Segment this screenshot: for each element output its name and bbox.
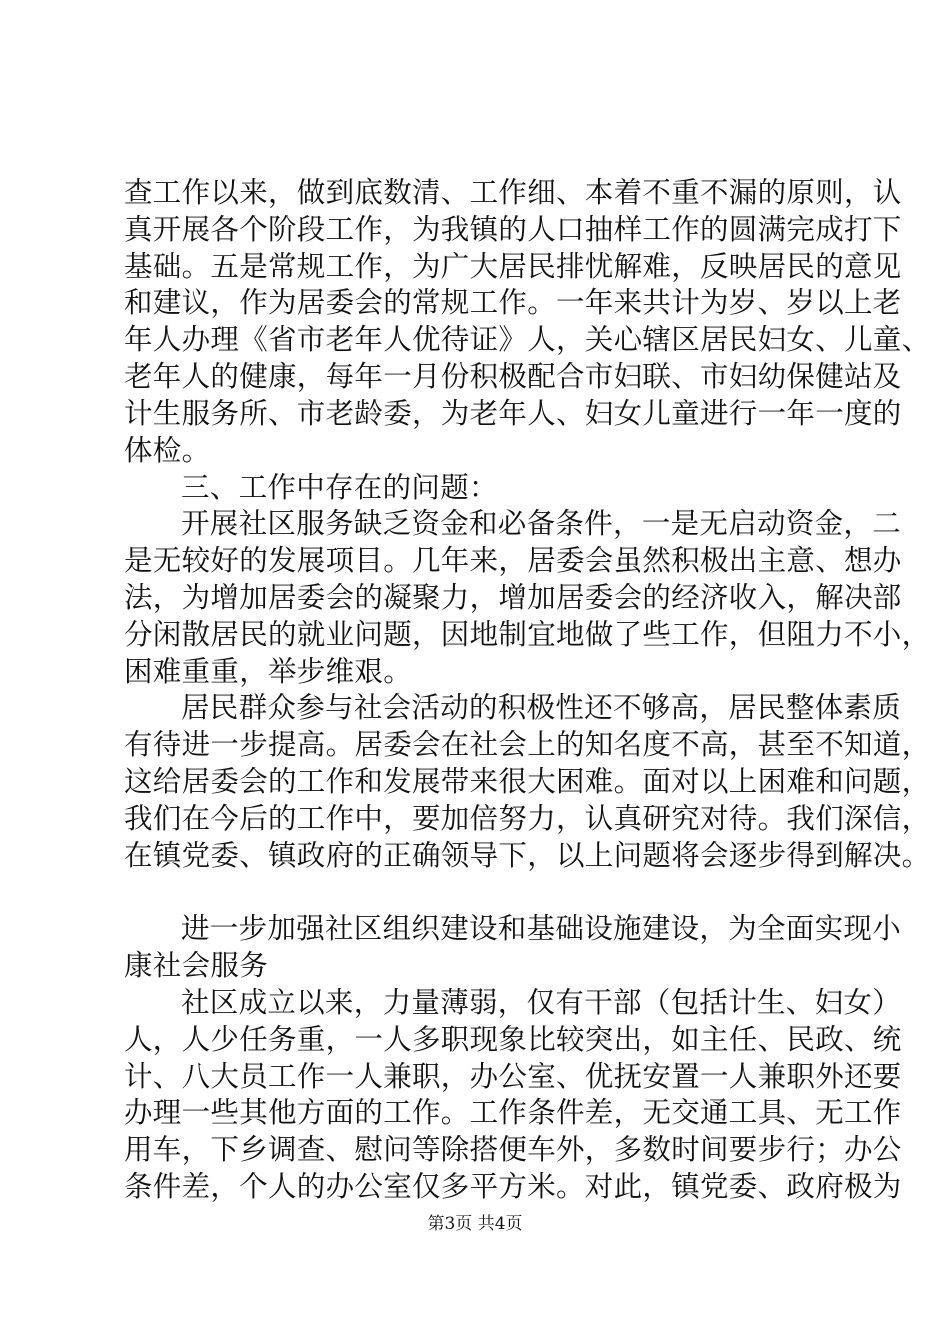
body-text-line: 年人办理《省市老年人优待证》人，关心辖区居民妇女、儿童、 xyxy=(124,323,931,356)
body-text-line: 查工作以来，做到底数清、工作细、本着不重不漏的原则，认 xyxy=(124,176,902,209)
body-text-line: 在镇党委、镇政府的正确领导下，以上问题将会逐步得到解决。 xyxy=(124,839,931,872)
body-text-line: 基础。五是常规工作，为广大居民排忧解难，反映居民的意见 xyxy=(124,250,902,283)
body-text-line: 分闲散居民的就业问题，因地制宜地做了些工作，但阻力不小， xyxy=(124,618,931,651)
body-text-line: 有待进一步提高。居委会在社会上的知名度不高，甚至不知道， xyxy=(124,728,931,761)
body-text-line: 这给居委会的工作和发展带来很大困难。面对以上困难和问题， xyxy=(124,765,931,798)
body-text-line: 真开展各个阶段工作，为我镇的人口抽样工作的圆满完成打下 xyxy=(124,213,902,246)
body-text-line: 困难重重，举步维艰。 xyxy=(124,655,413,688)
body-text-line: 办理一些其他方面的工作。工作条件差，无交通工具、无工作 xyxy=(124,1096,902,1129)
body-text-line: 开展社区服务缺乏资金和必备条件，一是无启动资金，二 xyxy=(181,507,902,540)
body-text-line: 社区成立以来，力量薄弱，仅有干部（包括计生、妇女） xyxy=(181,986,902,1019)
body-text-line: 用车，下乡调查、慰问等除搭便车外，多数时间要步行；办公 xyxy=(124,1133,902,1166)
body-text-line: 居民群众参与社会活动的积极性还不够高，居民整体素质 xyxy=(181,691,902,724)
body-text-line: 我们在今后的工作中，要加倍努力，认真研究对待。我们深信， xyxy=(124,802,931,835)
body-text-line: 人，人少任务重，一人多职现象比较突出，如主任、民政、统 xyxy=(124,1023,902,1056)
body-text-line: 体检。 xyxy=(124,434,211,467)
body-text-line: 老年人的健康，每年一月份积极配合市妇联、市妇幼保健站及 xyxy=(124,360,902,393)
body-text-line: 和建议，作为居委会的常规工作。一年来共计为岁、岁以上老 xyxy=(124,286,902,319)
body-text-line: 条件差，个人的办公室仅多平方米。对此，镇党委、政府极为 xyxy=(124,1170,902,1203)
page-footer: 第3页 共4页 xyxy=(427,1214,523,1234)
section-heading: 三、工作中存在的问题： xyxy=(181,471,498,504)
section-heading: 进一步加强社区组织建设和基础设施建设，为全面实现小 xyxy=(181,912,902,945)
body-text-line: 法，为增加居委会的凝聚力，增加居委会的经济收入，解决部 xyxy=(124,581,902,614)
section-heading: 康社会服务 xyxy=(124,949,269,982)
body-text-line: 是无较好的发展项目。几年来，居委会虽然积极出主意、想办 xyxy=(124,544,902,577)
body-text-line: 计生服务所、市老龄委，为老年人、妇女儿童进行一年一度的 xyxy=(124,397,902,430)
body-text-line: 计、八大员工作一人兼职，办公室、优抚安置一人兼职外还要 xyxy=(124,1060,902,1093)
